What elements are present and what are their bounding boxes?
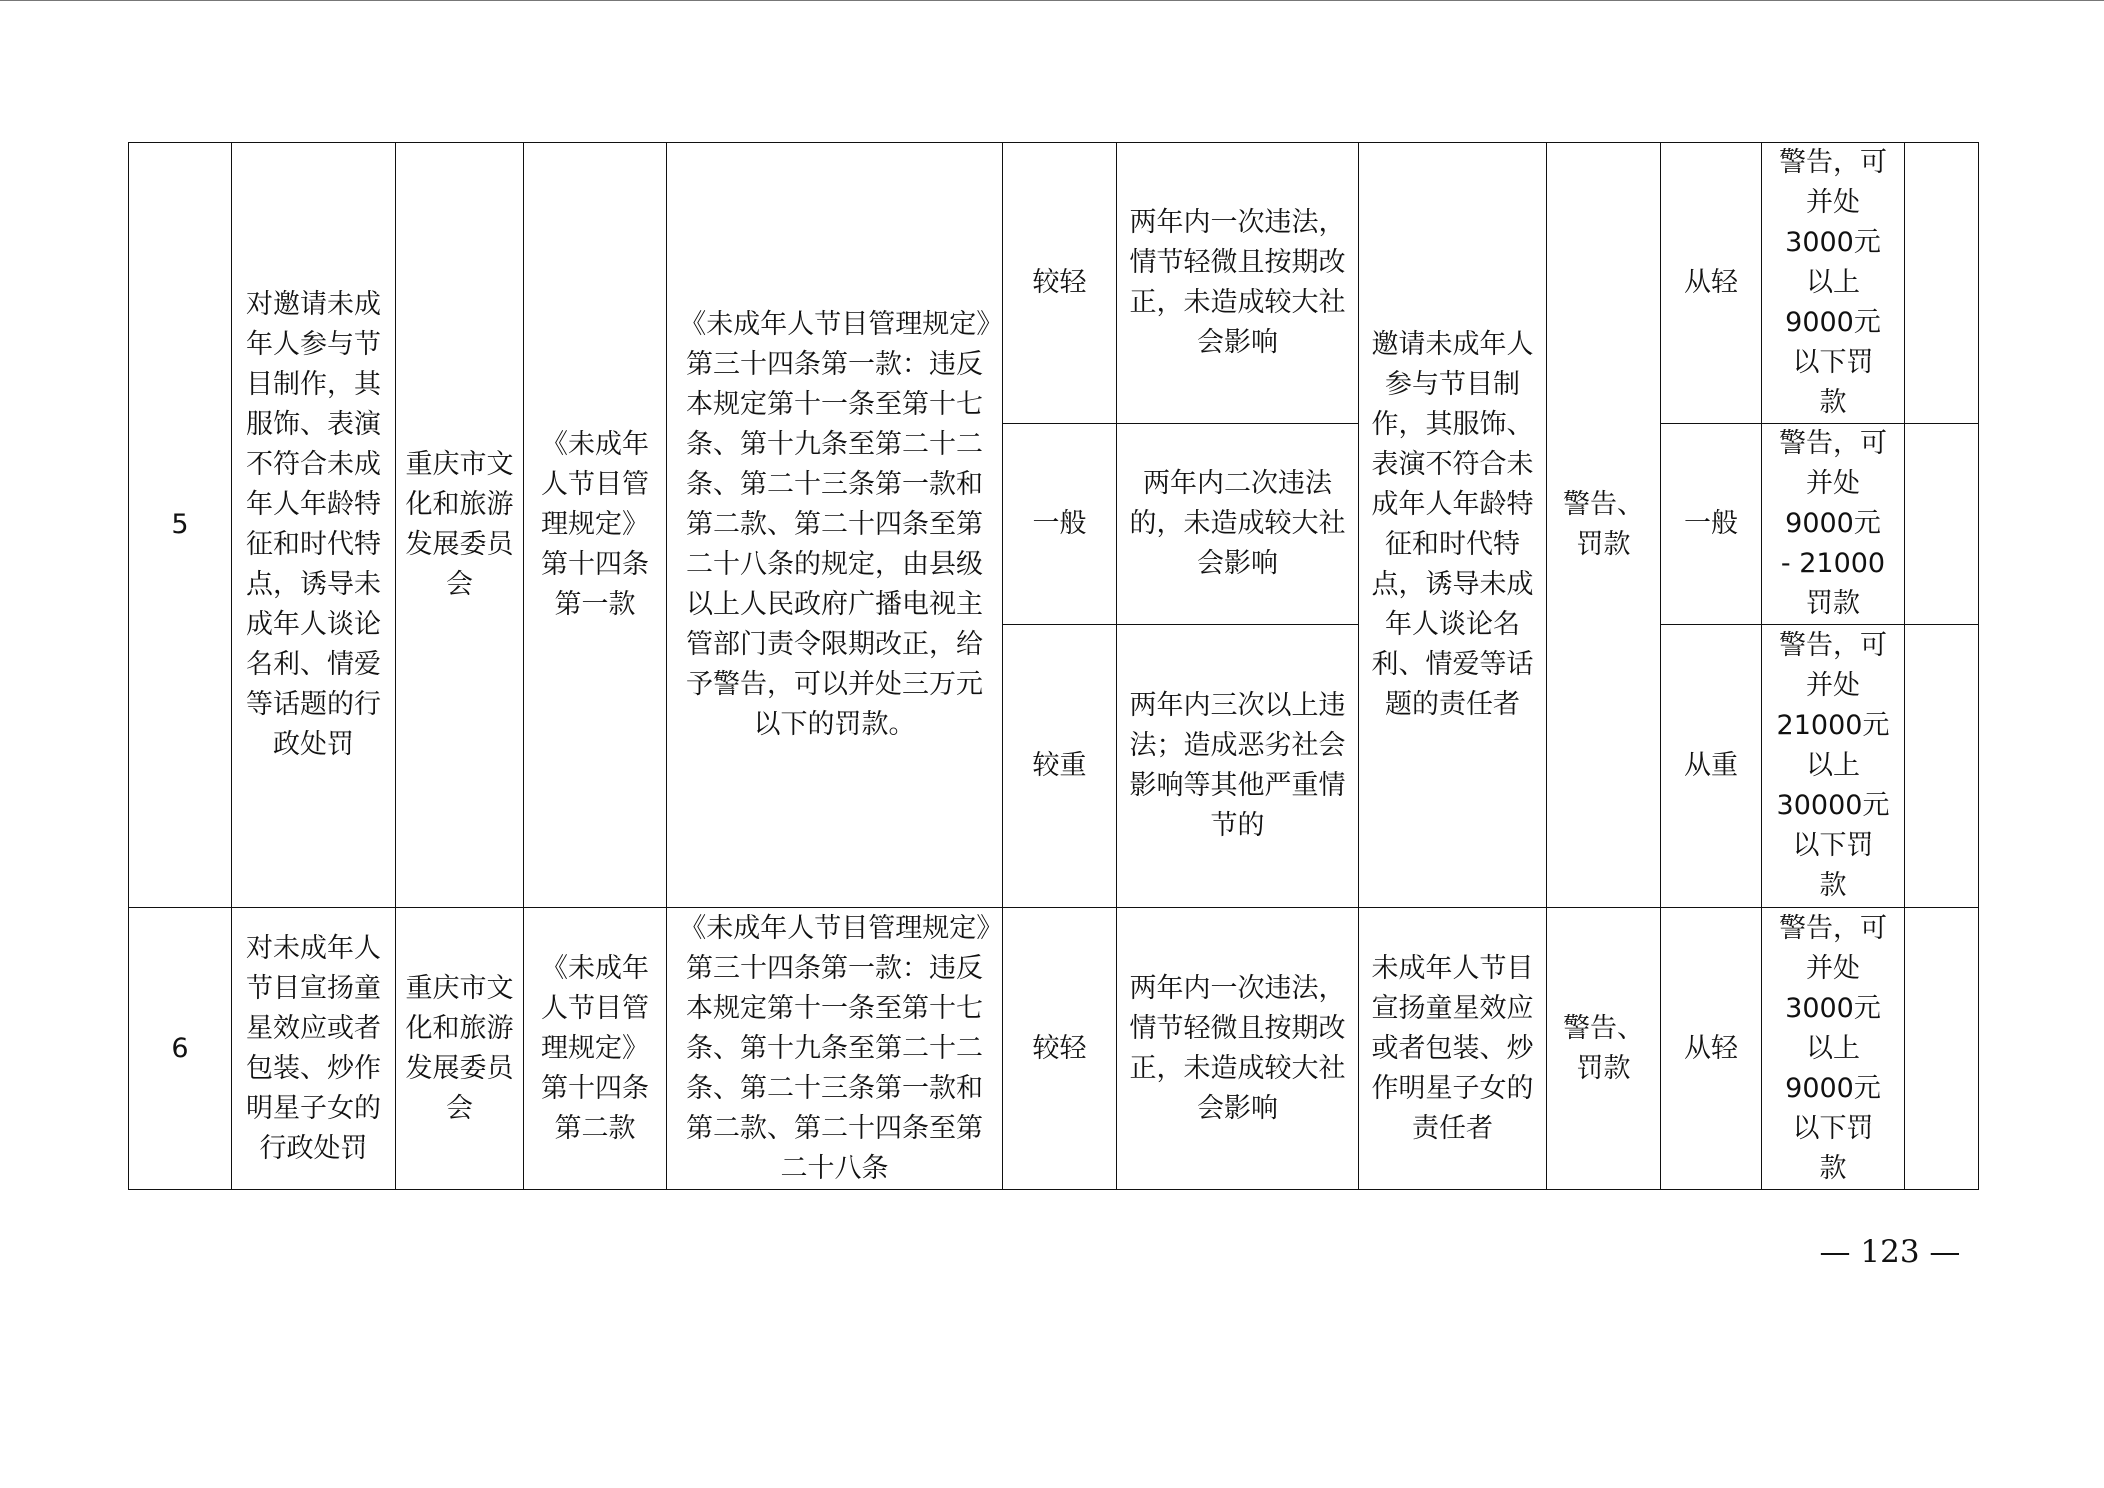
fine-line: 罚款 xyxy=(1806,588,1860,619)
row-5-range-3: 从重 xyxy=(1661,625,1762,908)
row-5-fine-2 xyxy=(1762,424,1905,625)
row-6-penalty-type: 警告、罚款 xyxy=(1547,908,1661,1190)
fine-line: 警告，可 xyxy=(1779,912,1887,944)
row-6-enforcement-agency: 重庆市文化和旅游发展委员会 xyxy=(396,908,524,1190)
fine-line: 并处 xyxy=(1806,468,1860,499)
fine-line: 并处 xyxy=(1806,187,1860,218)
row-5-note-2 xyxy=(1905,424,1979,625)
fine-line: 警告，可 xyxy=(1779,147,1887,178)
row-5-fine-1 xyxy=(1762,143,1905,424)
fine-line: 3000元 xyxy=(1785,992,1881,1024)
row-6-grade-1: 较轻 xyxy=(1003,908,1117,1190)
row-6-number: 6 xyxy=(129,908,232,1190)
fine-line: 以下罚 xyxy=(1792,1112,1874,1144)
fine-line: 以下罚 xyxy=(1792,347,1874,378)
fine-line: 以上 xyxy=(1806,1032,1860,1064)
row-6-circumstance-1: 两年内一次违法，情节轻微且按期改正，未造成较大社会影响 xyxy=(1117,908,1359,1190)
row-5-grade-1: 较轻 xyxy=(1003,143,1117,424)
page-top-rule xyxy=(0,0,2104,1)
row-5-basis-article: 《未成年人节目管理规定》第十四条第一款 xyxy=(524,143,667,908)
row-5-circumstance-3: 两年内三次以上违法；造成恶劣社会影响等其他严重情节的 xyxy=(1117,625,1359,908)
fine-line: 款 xyxy=(1819,870,1847,901)
row-6-basis-article: 《未成年人节目管理规定》第十四条第二款 xyxy=(524,908,667,1190)
row-5-enforcement-agency: 重庆市文化和旅游发展委员会 xyxy=(396,143,524,908)
fine-line: 3000元 xyxy=(1785,227,1881,258)
penalty-standard-table xyxy=(128,142,1979,1190)
row-5-grade-2: 一般 xyxy=(1003,424,1117,625)
row-5-penalty-type: 警告、罚款 xyxy=(1547,143,1661,908)
fine-line: 9000元 xyxy=(1785,307,1881,338)
row-5-liable-subject: 邀请未成年人参与节目制作，其服饰、表演不符合未成年人年龄特征和时代特点，诱导未成年人谈论名利、情爱等话题的责任者 xyxy=(1359,143,1547,908)
row-5-grade-3: 较重 xyxy=(1003,625,1117,908)
row-6-liable-subject: 未成年人节目宣扬童星效应或者包装、炒作明星子女的责任者 xyxy=(1359,908,1547,1190)
row-5-number: 5 xyxy=(129,143,232,908)
row-5-basis-text: 《未成年人节目管理规定》第三十四条第一款：违反本规定第十一条至第十七条、第十九条至第二十二条、第二十三条第一款和第二款、第二十四条至第二十八条的规定，由县级以上人民政府广播电视主管部门责令限期改正，给予警告，可以并处三万元以下的罚款。 xyxy=(667,143,1003,908)
table-row-5-level-1 xyxy=(129,143,1979,424)
row-5-fine-3 xyxy=(1762,625,1905,908)
fine-line: 30000元 xyxy=(1776,790,1890,821)
row-5-circumstance-1: 两年内一次违法，情节轻微且按期改正，未造成较大社会影响 xyxy=(1117,143,1359,424)
row-5-note-3 xyxy=(1905,625,1979,908)
fine-line: 款 xyxy=(1819,387,1847,418)
row-6-range-1: 从轻 xyxy=(1661,908,1762,1190)
row-6-fine-1 xyxy=(1762,908,1905,1190)
fine-line: 警告，可 xyxy=(1779,428,1887,459)
fine-line: 并处 xyxy=(1806,670,1860,701)
fine-line: 以下罚 xyxy=(1792,830,1874,861)
row-5-range-2: 一般 xyxy=(1661,424,1762,625)
fine-line: - 21000 xyxy=(1780,548,1886,579)
fine-line: 并处 xyxy=(1806,952,1860,984)
row-5-range-1: 从轻 xyxy=(1661,143,1762,424)
fine-line: 以上 xyxy=(1806,267,1860,298)
row-5-circumstance-2: 两年内二次违法的，未造成较大社会影响 xyxy=(1117,424,1359,625)
row-6-note-1 xyxy=(1905,908,1979,1190)
page-number: — 123 — xyxy=(1819,1234,1961,1270)
fine-line: 9000元 xyxy=(1785,1072,1881,1104)
row-6-basis-text: 《未成年人节目管理规定》第三十四条第一款：违反本规定第十一条至第十七条、第十九条至第二十二条、第二十三条第一款和第二款、第二十四条至第二十八条 xyxy=(667,908,1003,1190)
fine-line: 警告，可 xyxy=(1779,630,1887,661)
fine-line: 9000元 xyxy=(1785,508,1881,539)
fine-line: 21000元 xyxy=(1776,710,1890,741)
row-5-item-name: 对邀请未成年人参与节目制作，其服饰、表演不符合未成年人年龄特征和时代特点，诱导未成年人谈论名利、情爱等话题的行政处罚 xyxy=(232,143,396,908)
row-5-note-1 xyxy=(1905,143,1979,424)
row-6-item-name: 对未成年人节目宣扬童星效应或者包装、炒作明星子女的行政处罚 xyxy=(232,908,396,1190)
fine-line: 以上 xyxy=(1806,750,1860,781)
table-row-6-level-1 xyxy=(129,908,1979,1190)
fine-line: 款 xyxy=(1819,1152,1847,1184)
